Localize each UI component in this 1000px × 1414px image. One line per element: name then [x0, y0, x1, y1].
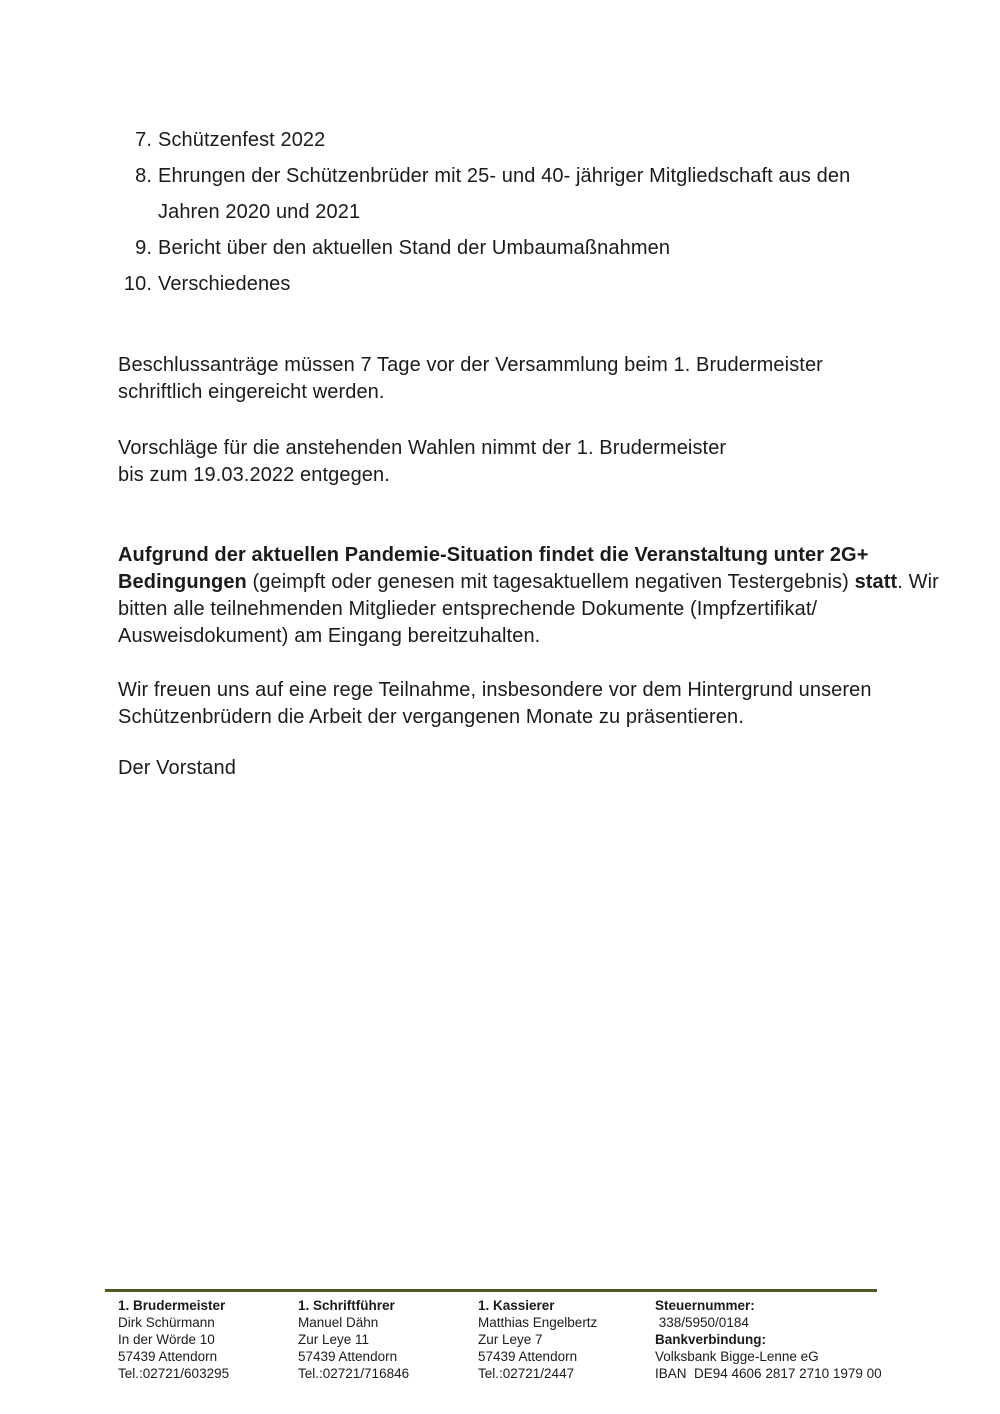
text-line — [118, 435, 918, 462]
text-line — [118, 1348, 229, 1365]
bold-text-segment: Aufgrund der aktuellen Pandemie-Situation findet die Veranstaltung unter 2G+ — [118, 544, 869, 566]
text-segment: schriftlich eingereicht werden. — [118, 381, 385, 403]
agenda-item-number: 9. — [135, 237, 152, 259]
bold-text-segment: 1. Kassierer — [478, 1298, 555, 1313]
text-segment: Volksbank Bigge-Lenne eG — [655, 1349, 819, 1364]
agenda-item-number: 7. — [135, 129, 152, 151]
text-line — [655, 1331, 882, 1348]
text-line — [478, 1314, 597, 1331]
text-segment: 57439 Attendorn — [118, 1349, 218, 1364]
text-segment: Tel.:02721/716846 — [298, 1366, 410, 1381]
text-segment: Jahren 2020 und 2021 — [158, 201, 361, 223]
text-line — [118, 1314, 229, 1331]
text-line — [118, 1297, 229, 1314]
text-segment: 57439 Attendorn — [478, 1349, 578, 1364]
footer-column-steuer-bank — [655, 1297, 882, 1382]
text-line — [118, 623, 918, 650]
agenda-item-text — [158, 266, 291, 302]
agenda-list — [118, 122, 908, 302]
letter-body — [118, 352, 939, 782]
agenda-item-text — [158, 122, 325, 158]
paragraph-participation — [118, 677, 918, 731]
text-line — [158, 230, 670, 266]
text-line — [298, 1348, 409, 1365]
footer-column-schriftfuehrer — [298, 1297, 409, 1382]
text-segment: 338/5950/0184 — [655, 1315, 749, 1330]
text-line — [298, 1314, 409, 1331]
text-segment: Wir freuen uns auf eine rege Teilnahme, insbesondere vor dem Hintergrund unseren — [118, 679, 872, 701]
text-line — [478, 1365, 597, 1382]
text-line — [478, 1331, 597, 1348]
footer-divider — [105, 1289, 877, 1292]
text-line — [118, 596, 918, 623]
bold-text-segment: statt — [854, 571, 898, 593]
text-line — [655, 1348, 882, 1365]
text-segment: . Wir — [897, 571, 939, 593]
text-segment: Beschlussanträge müssen 7 Tage vor der Versammlung beim 1. Brudermeister — [118, 354, 823, 376]
agenda-item — [118, 266, 908, 302]
agenda-item-number: 10. — [123, 273, 152, 295]
text-line — [118, 379, 918, 406]
text-segment: Tel.:02721/603295 — [118, 1366, 230, 1381]
text-line — [118, 1331, 229, 1348]
text-line — [298, 1331, 409, 1348]
text-segment: IBAN DE94 4606 2817 2710 1979 00 — [655, 1366, 882, 1381]
footer-column-kassierer — [478, 1297, 597, 1382]
agenda-item-number: 8. — [135, 165, 152, 187]
text-line — [118, 677, 918, 704]
text-line — [158, 266, 291, 302]
text-segment: Bericht über den aktuellen Stand der Umbaumaßnahmen — [158, 237, 671, 259]
text-segment: Vorschläge für die anstehenden Wahlen nimmt der 1. Brudermeister — [118, 437, 727, 459]
text-segment: Schützenbrüdern die Arbeit der vergangenen Monate zu präsentieren. — [118, 706, 744, 728]
text-segment: Matthias Engelbertz — [478, 1315, 598, 1330]
text-line — [118, 704, 918, 731]
text-line — [118, 462, 918, 489]
text-line — [478, 1348, 597, 1365]
footer-column-brudermeister — [118, 1297, 229, 1382]
text-line — [158, 194, 850, 230]
text-segment: bis zum 19.03.2022 entgegen. — [118, 464, 390, 486]
text-segment: (geimpft oder genesen mit tagesaktuellem negativen Testergebnis) — [246, 571, 855, 593]
text-line — [655, 1297, 882, 1314]
agenda-item — [118, 158, 908, 230]
bold-text-segment: Bankverbindung: — [655, 1332, 767, 1347]
agenda-item — [118, 122, 908, 158]
text-line — [118, 1365, 229, 1382]
text-line — [298, 1297, 409, 1314]
text-segment: Tel.:02721/2447 — [478, 1366, 575, 1381]
paragraph-pandemic-notice — [118, 542, 939, 650]
text-line — [118, 542, 918, 569]
text-line — [158, 158, 850, 194]
text-segment: Zur Leye 11 — [298, 1332, 370, 1347]
text-segment: Dirk Schürmann — [118, 1315, 215, 1330]
bold-text-segment: 1. Brudermeister — [118, 1298, 226, 1313]
text-segment: 57439 Attendorn — [298, 1349, 398, 1364]
text-segment: Ehrungen der Schützenbrüder mit 25- und 40- jähriger Mitgliedschaft aus den — [158, 165, 851, 187]
bold-text-segment: 1. Schriftführer — [298, 1298, 395, 1313]
paragraph-election-proposals — [118, 435, 918, 489]
bold-text-segment: Steuernummer: — [655, 1298, 755, 1313]
text-line — [655, 1365, 882, 1382]
text-segment: In der Wörde 10 — [118, 1332, 215, 1347]
text-segment: Verschiedenes — [158, 273, 291, 295]
text-line — [298, 1365, 409, 1382]
text-segment: bitten alle teilnehmenden Mitglieder entsprechende Dokumente (Impfzertifikat/ — [118, 598, 818, 620]
text-segment: Zur Leye 7 — [478, 1332, 543, 1347]
text-line — [655, 1314, 882, 1331]
footer-contact-block — [118, 1297, 908, 1392]
text-line — [478, 1297, 597, 1314]
text-line — [118, 352, 918, 379]
text-segment: Schützenfest 2022 — [158, 129, 326, 151]
agenda-item — [118, 230, 908, 266]
bold-text-segment: Bedingungen — [118, 571, 247, 593]
agenda-item-text — [158, 158, 850, 230]
paragraph-motions — [118, 352, 918, 406]
text-segment: Ausweisdokument) am Eingang bereitzuhalten. — [118, 625, 541, 647]
text-line — [158, 122, 325, 158]
text-line — [118, 569, 939, 596]
agenda-item-text — [158, 230, 670, 266]
text-segment: Manuel Dähn — [298, 1315, 379, 1330]
signature-der-vorstand: Der Vorstand — [118, 757, 236, 779]
